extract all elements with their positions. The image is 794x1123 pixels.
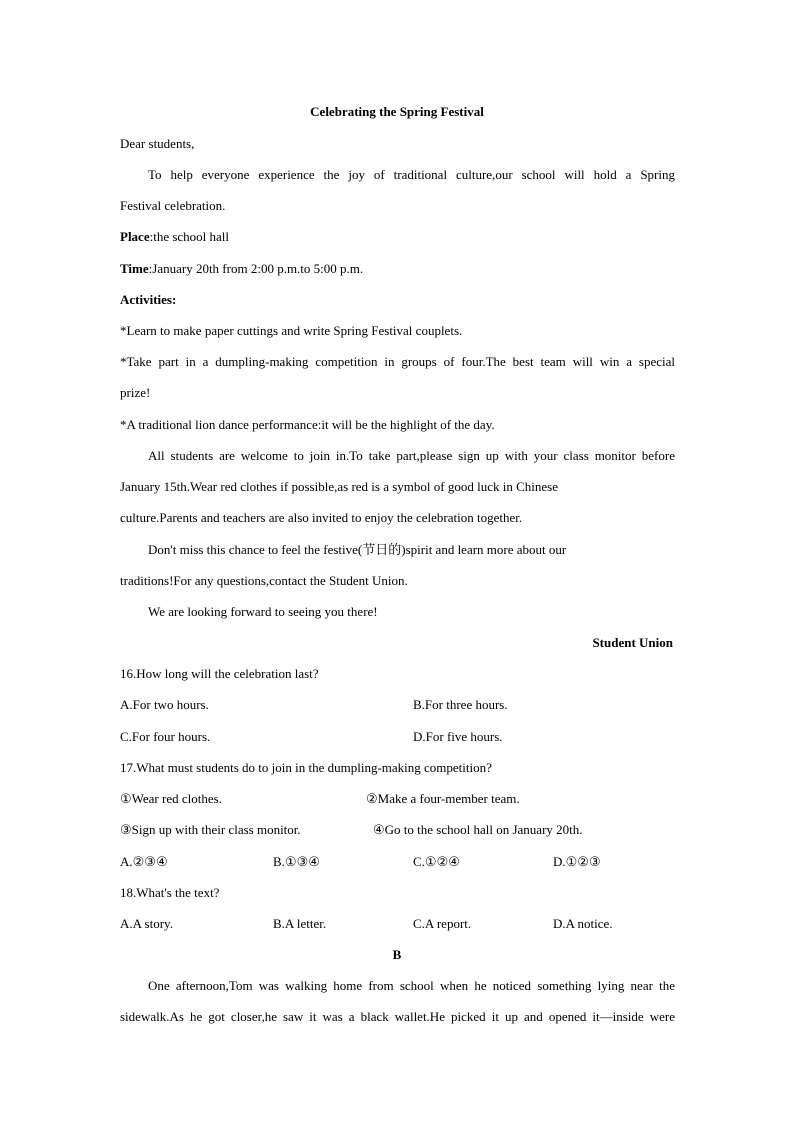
place-line [120, 229, 229, 245]
q17-option-c: C.①②④ [413, 854, 460, 869]
q16-option-c: C.For four hours. [120, 729, 211, 744]
activity-2-line-2: prize! [120, 385, 151, 400]
q17-statement-1: ①Wear red clothes. [120, 791, 222, 806]
q17-option-d: D.①②③ [553, 854, 601, 869]
intro-line-1: To help everyone experience the joy of traditional culture,our school will hold a Spring [148, 167, 675, 182]
activity-2-line-1: *Take part in a dumpling-making competition in groups of four.The best team will win a special [120, 354, 675, 369]
q18-option-b: B.A letter. [273, 916, 327, 931]
paragraph-2-line-1: Don't miss this chance to feel the festive(节日的)spirit and learn more about our [148, 542, 567, 557]
q18-option-a: A.A story. [120, 916, 173, 931]
q17-statement-2: ②Make a four-member team. [366, 791, 520, 806]
q17-option-a: A.②③④ [120, 854, 168, 869]
paragraph-1-line-1: All students are welcome to join in.To take part,please sign up with your class monitor before [148, 448, 675, 463]
q18-option-c: C.A report. [413, 916, 472, 931]
paragraph-2-line-2: traditions!For any questions,contact the Student Union. [120, 573, 408, 588]
question-18-stem: 18.What's the text? [120, 885, 220, 900]
q17-statement-4: ④Go to the school hall on January 20th. [373, 822, 583, 837]
q16-option-b: B.For three hours. [413, 697, 508, 712]
time-value: :January 20th from 2:00 p.m.to 5:00 p.m. [148, 261, 364, 276]
q16-option-d: D.For five hours. [413, 729, 503, 744]
q17-option-b: B.①③④ [273, 854, 320, 869]
time-label: Time [120, 261, 149, 276]
activity-3: *A traditional lion dance performance:it will be the highlight of the day. [120, 417, 495, 432]
q18-option-d: D.A notice. [553, 916, 613, 931]
activities-label: Activities: [120, 292, 177, 307]
section-b-line-1: One afternoon,Tom was walking home from school when he noticed something lying near the [148, 978, 675, 993]
question-16-stem: 16.How long will the celebration last? [120, 666, 319, 681]
section-b-line-2: sidewalk.As he got closer,he saw it was a black wallet.He picked it up and opened it—inside were [120, 1009, 675, 1024]
time-line [120, 261, 363, 277]
question-17-stem: 17.What must students do to join in the dumpling-making competition? [120, 760, 492, 775]
place-value: :the school hall [149, 229, 230, 244]
notice-title: Celebrating the Spring Festival [310, 104, 484, 119]
place-label: Place [120, 229, 150, 244]
paragraph-1-line-2: January 15th.Wear red clothes if possible,as red is a symbol of good luck in Chinese [120, 479, 558, 494]
paragraph-1-line-3: culture.Parents and teachers are also invited to enjoy the celebration together. [120, 510, 523, 525]
section-b-heading: B [392, 947, 402, 962]
paragraph-3: We are looking forward to seeing you there! [148, 604, 378, 619]
greeting: Dear students, [120, 136, 195, 151]
q17-statement-3: ③Sign up with their class monitor. [120, 822, 301, 837]
signature: Student Union [592, 635, 673, 650]
activity-1: *Learn to make paper cuttings and write Spring Festival couplets. [120, 323, 463, 338]
intro-line-2: Festival celebration. [120, 198, 226, 213]
q16-option-a: A.For two hours. [120, 697, 209, 712]
